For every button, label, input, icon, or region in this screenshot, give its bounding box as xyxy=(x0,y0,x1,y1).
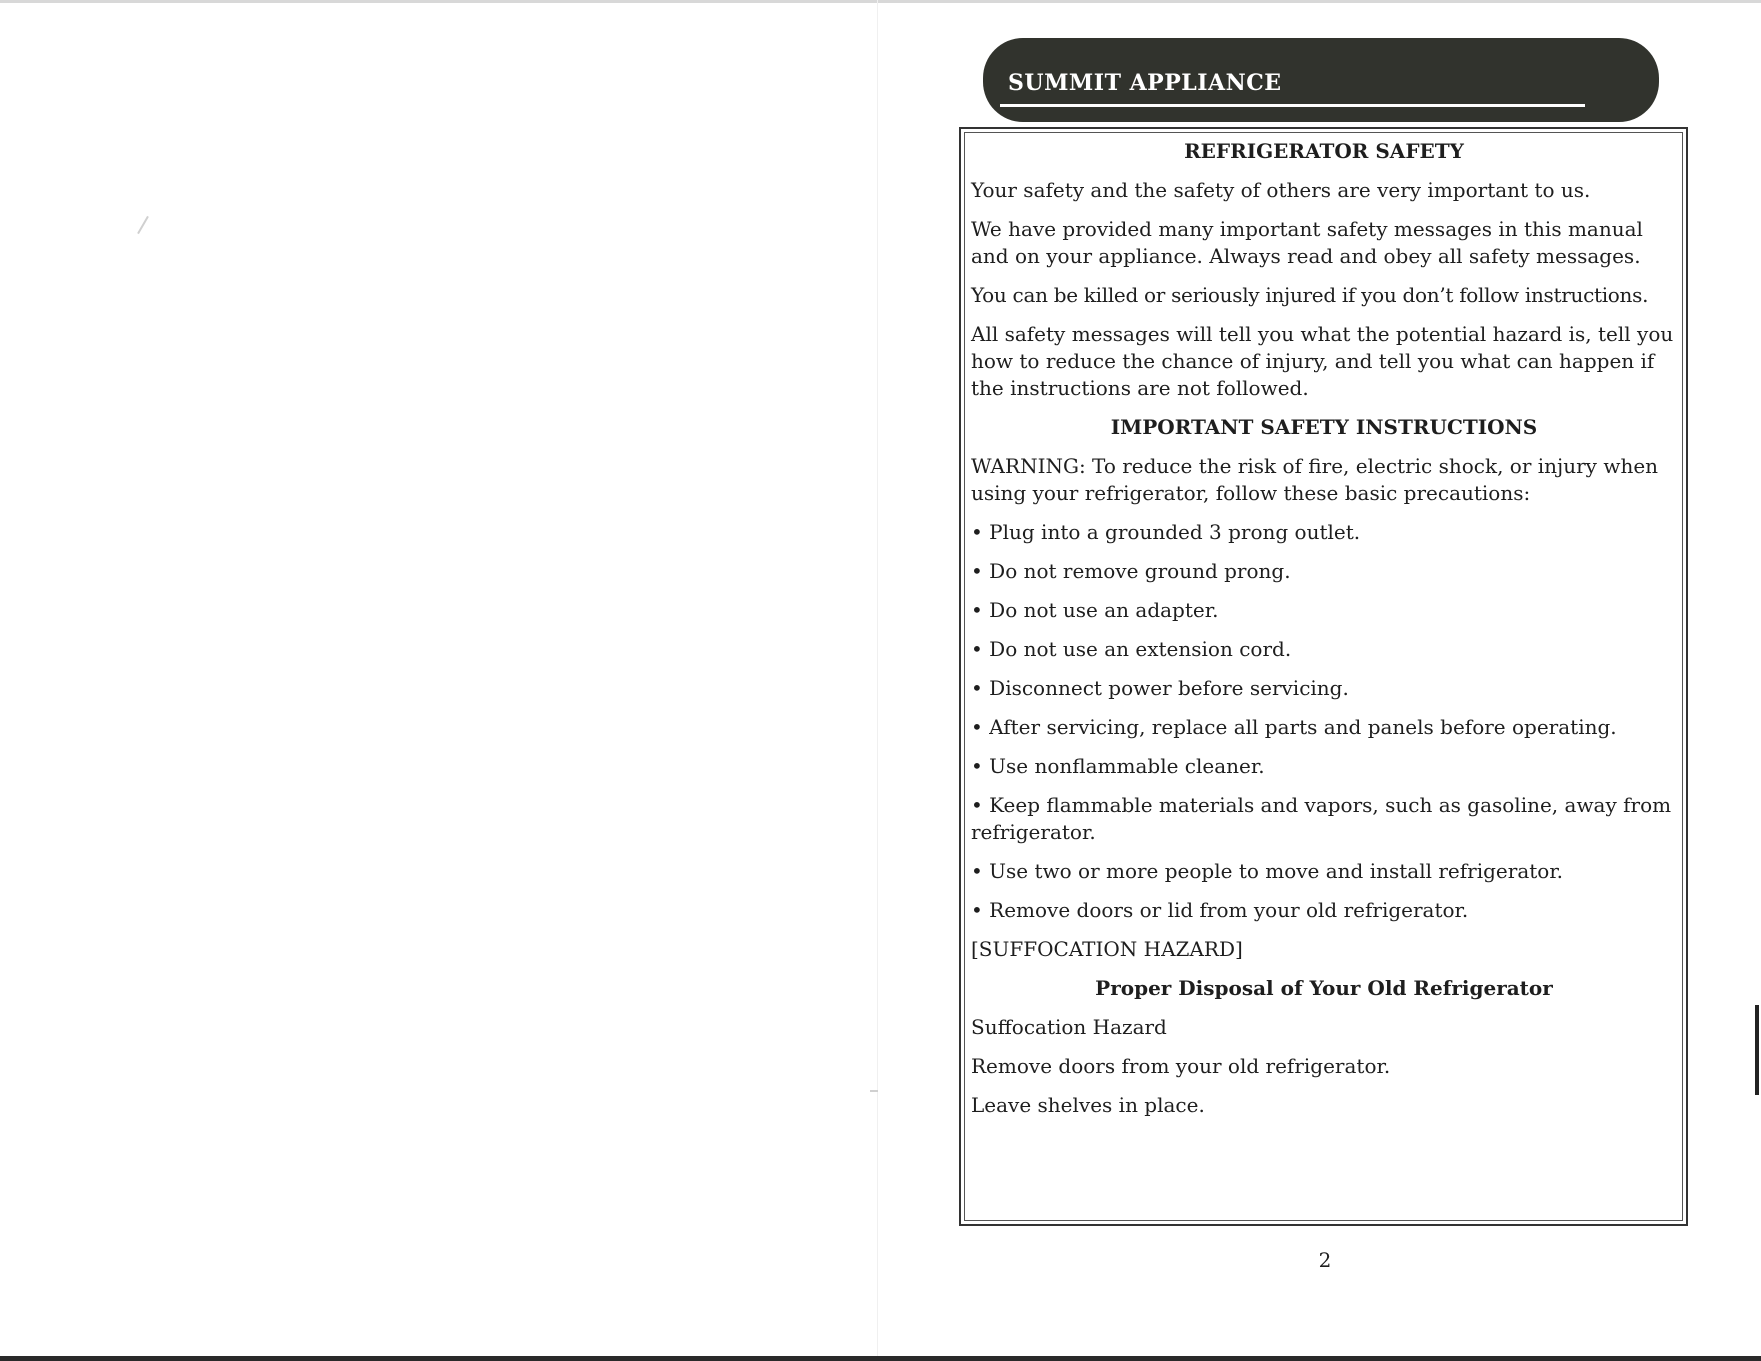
page-spine xyxy=(877,0,878,1356)
precaution-item: • Do not use an adapter. xyxy=(971,598,1219,622)
important-instructions-heading: IMPORTANT SAFETY INSTRUCTIONS xyxy=(1110,415,1538,439)
precaution-item: • Keep flammable materials and vapors, such as gasoline, away from refrigerator. xyxy=(971,793,1672,844)
safety-paragraph: We have provided many important safety messages in this manual and on your appliance. Always read and obey all safety messages. xyxy=(971,217,1643,268)
safety-paragraph: All safety messages will tell you what the potential hazard is, tell you how to reduce the chance of injury, and tell you what can happen if the instructions are not followed. xyxy=(971,322,1674,400)
safety-paragraph: Your safety and the safety of others are very important to us. xyxy=(971,178,1591,202)
precaution-item: • Remove doors or lid from your old refrigerator. xyxy=(971,898,1469,922)
disposal-line: Leave shelves in place. xyxy=(971,1093,1205,1117)
suffocation-hazard-note: [SUFFOCATION HAZARD] xyxy=(971,937,1243,961)
disposal-line: Remove doors from your old refrigerator. xyxy=(971,1054,1391,1078)
precaution-item: • After servicing, replace all parts and panels before operating. xyxy=(971,715,1617,739)
safety-content xyxy=(971,138,1677,1131)
brand-title: SUMMIT APPLIANCE xyxy=(1008,70,1282,96)
page-number: 2 xyxy=(1318,1248,1332,1272)
scan-speck xyxy=(137,216,149,234)
safety-paragraph: You can be killed or seriously injured if you don’t follow instructions. xyxy=(971,283,1649,307)
scan-top-edge xyxy=(0,0,1761,3)
disposal-line: Suffocation Hazard xyxy=(971,1015,1167,1039)
precaution-item: • Use two or more people to move and install refrigerator. xyxy=(971,859,1564,883)
precaution-item: • Use nonflammable cleaner. xyxy=(971,754,1265,778)
banner-underline xyxy=(1000,104,1585,107)
warning-text: WARNING: To reduce the risk of fire, electric shock, or injury when using your refrigerator, follow these basic precautions: xyxy=(971,454,1659,505)
disposal-heading: Proper Disposal of Your Old Refrigerator xyxy=(1095,976,1553,1000)
scan-edge-mark xyxy=(1755,1005,1759,1095)
refrigerator-safety-heading: REFRIGERATOR SAFETY xyxy=(1184,139,1464,163)
precaution-item: • Do not use an extension cord. xyxy=(971,637,1292,661)
precaution-item: • Plug into a grounded 3 prong outlet. xyxy=(971,520,1361,544)
precaution-item: • Do not remove ground prong. xyxy=(971,559,1291,583)
scan-bottom-edge xyxy=(0,1356,1761,1361)
scan-speck xyxy=(870,1090,878,1092)
precaution-item: • Disconnect power before servicing. xyxy=(971,676,1349,700)
